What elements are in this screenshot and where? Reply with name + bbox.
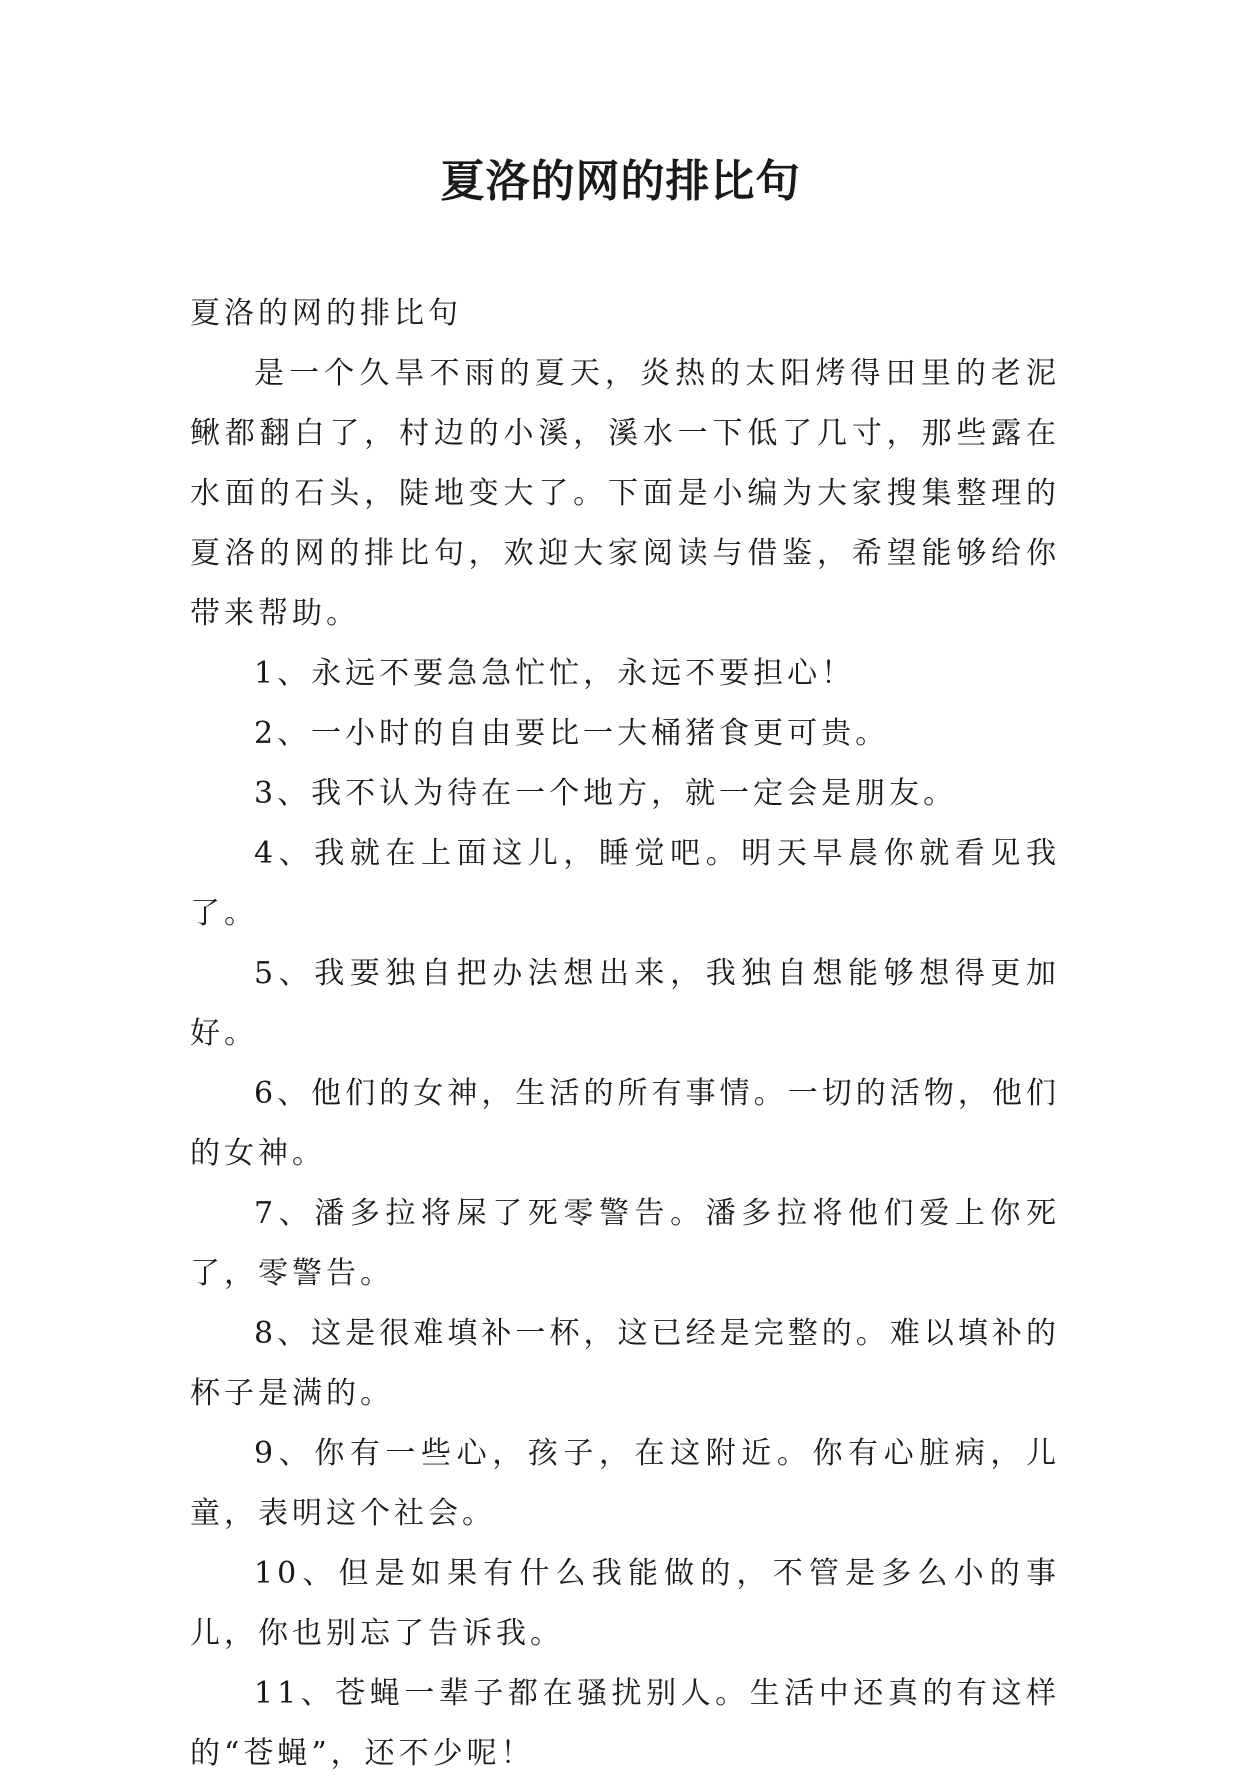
document-body [190, 284, 1060, 1784]
intro-paragraph: 是一个久旱不雨的夏天，炎热的太阳烤得田里的老泥鳅都翻白了，村边的小溪，溪水一下低了几寸，那些露在水面的石头，陡地变大了。下面是小编为大家搜集整理的夏洛的网的排比句，欢迎大家阅读与借鉴，希望能够给你带来帮助。 [190, 356, 1060, 631]
list-item: 4、我就在上面这儿，睡觉吧。明天早晨你就看见我了。 [190, 836, 1060, 931]
list-item: 10、但是如果有什么我能做的，不管是多么小的事儿，你也别忘了告诉我。 [190, 1556, 1060, 1651]
list-item: 2、一小时的自由要比一大桶猪食更可贵。 [254, 716, 890, 751]
list-item: 3、我不认为待在一个地方，就一定会是朋友。 [254, 776, 958, 811]
document-title: 夏洛的网的排比句 [440, 156, 801, 207]
list-item: 11、苍蝇一辈子都在骚扰别人。生活中还真的有这样的“苍蝇”，还不少呢！ [190, 1676, 1060, 1771]
list-item: 6、他们的女神，生活的所有事情。一切的活物，他们的女神。 [190, 1076, 1060, 1171]
list-item: 5、我要独自把办法想出来，我独自想能够想得更加好。 [190, 956, 1060, 1051]
list-item: 9、你有一些心，孩子，在这附近。你有心脏病，儿童，表明这个社会。 [190, 1436, 1060, 1531]
list-item: 7、潘多拉将屎了死零警告。潘多拉将他们爱上你死了，零警告。 [190, 1196, 1060, 1291]
list-item: 8、这是很难填补一杯，这已经是完整的。难以填补的杯子是满的。 [190, 1316, 1060, 1411]
list-item: 1、永远不要急急忙忙，永远不要担心！ [254, 656, 856, 691]
document-subtitle: 夏洛的网的排比句 [190, 296, 462, 331]
